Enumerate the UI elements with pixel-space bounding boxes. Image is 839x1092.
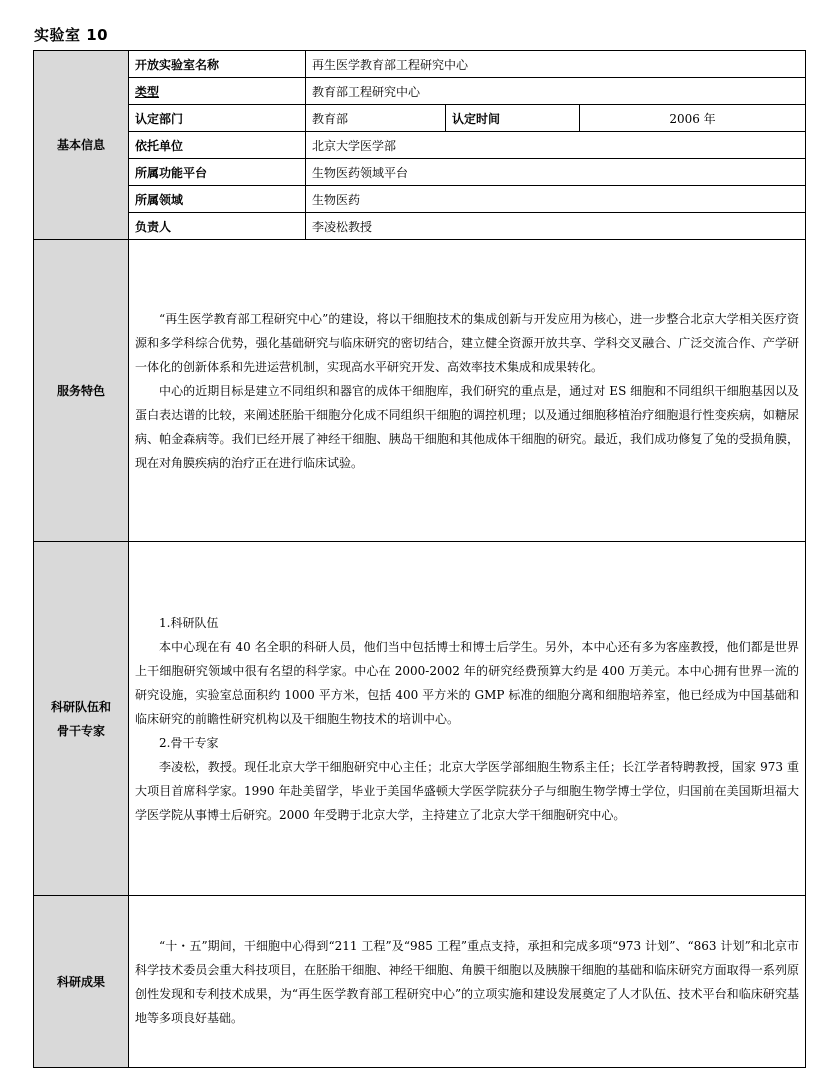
- info-row-name: [34, 51, 806, 78]
- info-row-leader: [34, 213, 806, 240]
- team-heading-experts: 2.骨干专家: [159, 735, 219, 750]
- service-paragraph: “再生医学教育部工程研究中心”的建设，将以干细胞技术的集成创新与开发应用为核心，进一步整合北京大学相关医疗资源和多学科综合优势，强化基础研究与临床研究的密切结合，建立健全资源开放共享、学科交叉融合、广泛交流合作、产学研一体化的创新体系和先进运营机制，实现高水平研究开发、高效率技术集成和成果转化。: [135, 311, 800, 374]
- service-content: [129, 240, 806, 542]
- category-team: [34, 542, 129, 896]
- team-row: [34, 542, 806, 896]
- label-field: 所属领域: [129, 186, 306, 213]
- info-row-host: [34, 132, 806, 159]
- results-paragraph: “十・五”期间，干细胞中心得到“211 工程”及“985 工程”重点支持，承担和完成多项“973 计划”、“863 计划”和北京市科学技术委员会重大科技项目，在胚胎干细胞、神经干细胞、角膜干细胞以及胰腺干细胞的基础和临床研究方面取得一系列原创性发现和专利技术成果，为“再生医学教育部工程研究中心”的立项实施和建设发展奠定了人才队伍、技术平台和临床研究基地等多项良好基础。: [135, 938, 800, 1025]
- value-type: 教育部工程研究中心: [306, 78, 806, 105]
- value-date: 2006 年: [580, 105, 806, 132]
- category-basic-info: 基本信息: [34, 51, 129, 240]
- label-host: 依托单位: [129, 132, 306, 159]
- label-leader: 负责人: [129, 213, 306, 240]
- value-lab-name: 再生医学教育部工程研究中心: [306, 51, 806, 78]
- team-content: [129, 542, 806, 896]
- label-lab-name: 开放实验室名称: [129, 51, 306, 78]
- category-team-line2: 骨干专家: [56, 723, 105, 738]
- label-type: 类型: [129, 78, 306, 105]
- info-row-platform: [34, 159, 806, 186]
- results-row: [34, 896, 806, 1068]
- service-row: [34, 240, 806, 542]
- value-leader: 李凌松教授: [306, 213, 806, 240]
- value-department: 教育部: [306, 105, 446, 132]
- team-paragraph-experts: 李凌松，教授。现任北京大学干细胞研究中心主任；北京大学医学部细胞生物系主任；长江学者特聘教授，国家 973 重大项目首席科学家。1990 年赴美留学，毕业于美国华盛顿大学医学院获分子与细胞生物学博士学位，归国前在美国斯坦福大学医学院从事博士后研究。2000 年受聘于北京大学，主持建立了北京大学干细胞研究中心。: [135, 759, 800, 822]
- info-row-type: [34, 78, 806, 105]
- page-heading: 实验室 10: [34, 26, 109, 44]
- label-platform: 所属功能平台: [129, 159, 306, 186]
- label-date: 认定时间: [446, 105, 580, 132]
- info-row-department: [34, 105, 806, 132]
- lab-info-table: [33, 50, 806, 1068]
- info-row-field: [34, 186, 806, 213]
- value-field: 生物医药: [306, 186, 806, 213]
- results-content: [129, 896, 806, 1068]
- value-platform: 生物医药领域平台: [306, 159, 806, 186]
- team-heading-research: 1.科研队伍: [159, 615, 219, 630]
- team-paragraph-research: 本中心现在有 40 名全职的科研人员，他们当中包括博士和博士后学生。另外，本中心还有多为客座教授，他们都是世界上干细胞研究领域中很有名望的科学家。中心在 2000-2002 年的研究经费预算大约是 400 万美元。本中心拥有世界一流的研究设施，实验室总面积约 1000 平方米，包括 400 平方米的 GMP 标准的细胞分离和细胞培养室，他已经成为中国基础和临床研究的前瞻性研究机构以及干细胞生物技术的培训中心。: [135, 639, 800, 726]
- category-results: 科研成果: [34, 896, 129, 1068]
- label-department: 认定部门: [129, 105, 306, 132]
- category-team-line1: 科研队伍和: [50, 699, 111, 714]
- category-service: 服务特色: [34, 240, 129, 542]
- value-host: 北京大学医学部: [306, 132, 806, 159]
- service-paragraph: 中心的近期目标是建立不同组织和器官的成体干细胞库，我们研究的重点是，通过对 ES 细胞和不同组织干细胞基因以及蛋白表达谱的比较，来阐述胚胎干细胞分化成不同组织干细胞的调控机理；以及通过细胞移植治疗细胞退行性变疾病，如糖尿病、帕金森病等。我们已经开展了神经干细胞、胰岛干细胞和其他成体干细胞的研究。最近，我们成功修复了兔的受损角膜，现在对角膜疾病的治疗正在进行临床试验。: [135, 383, 800, 470]
